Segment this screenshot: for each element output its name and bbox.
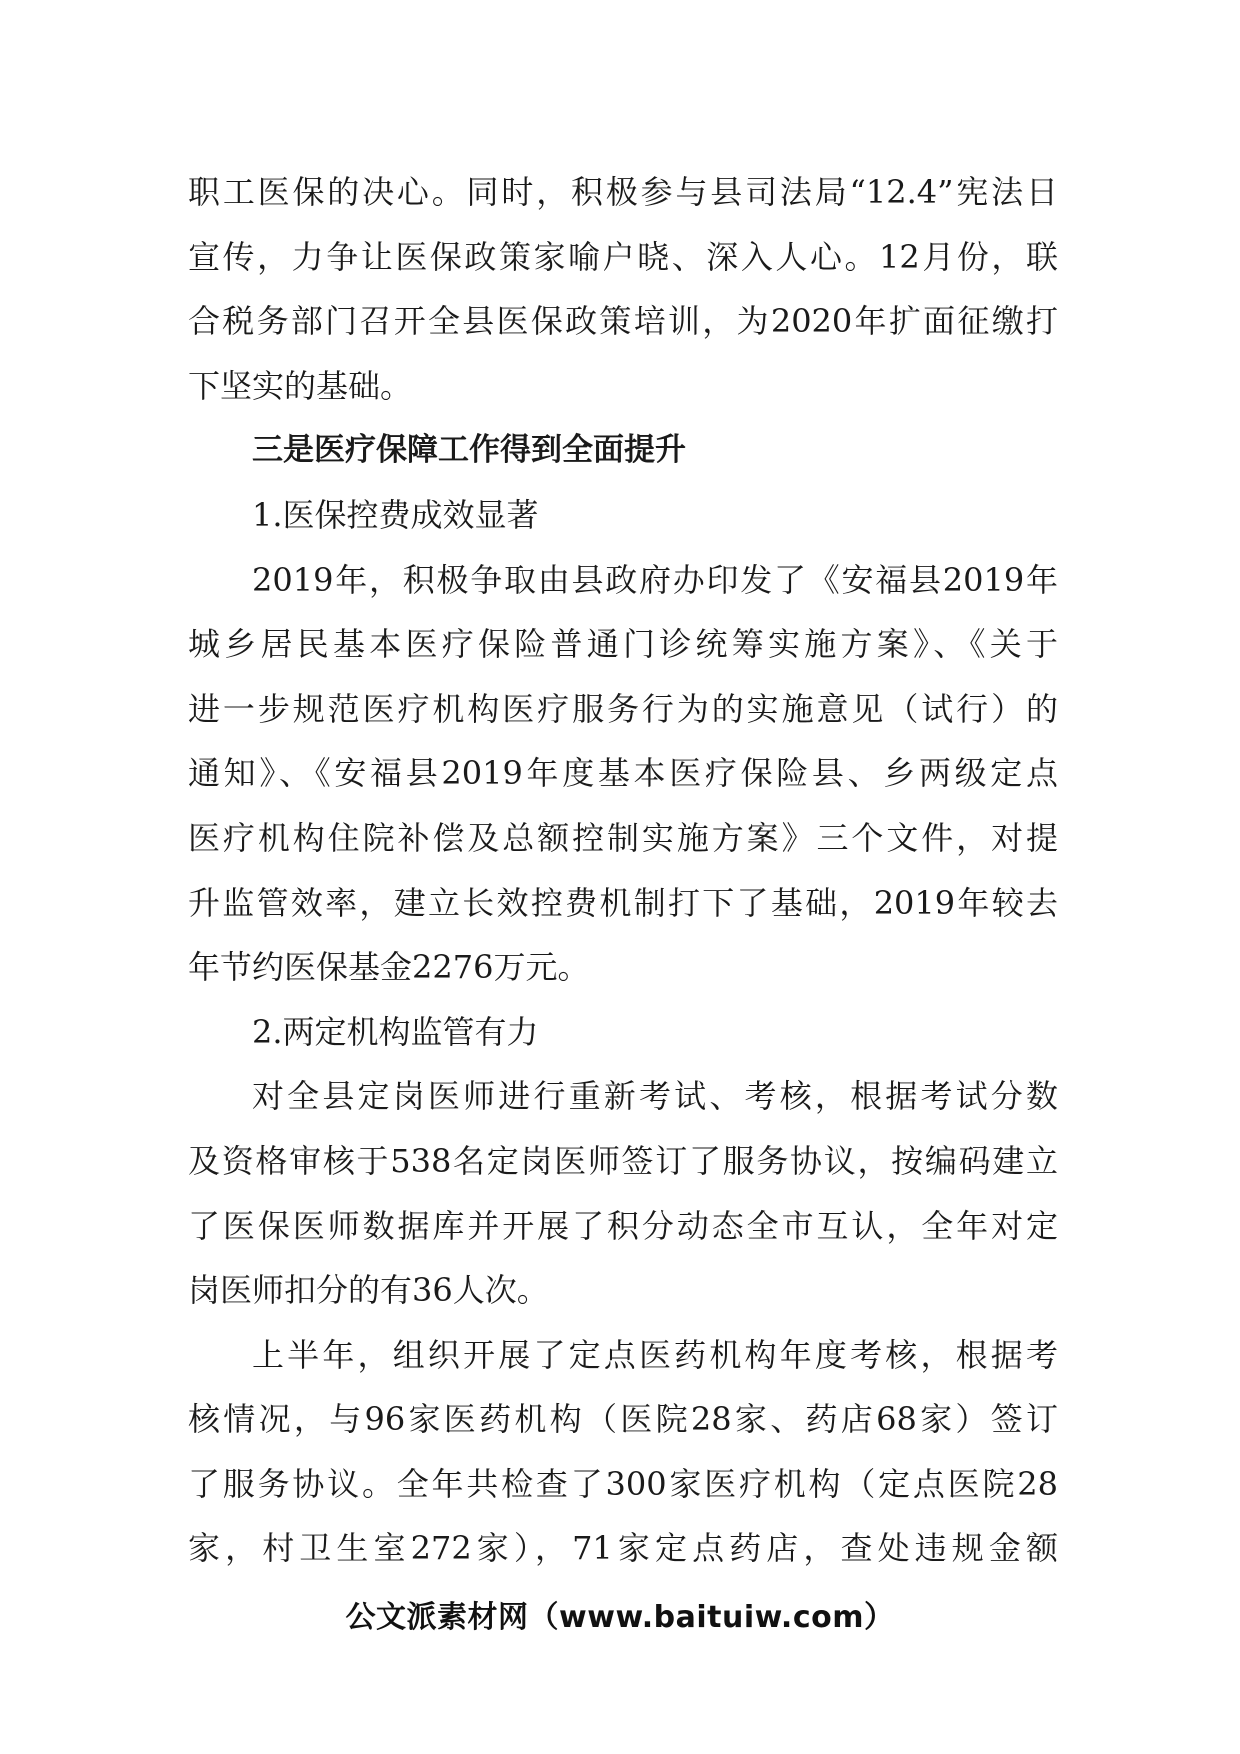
paragraph-line: 下坚实的基础。: [188, 366, 413, 405]
paragraph-line: 医疗机构住院补偿及总额控制实施方案》三个文件，对提: [188, 818, 1058, 857]
subsection-heading-2: 2.两定机构监管有力: [252, 1012, 539, 1051]
paragraph-line: 宣传，力争让医保政策家喻户晓、深入人心。12月份，联: [188, 237, 1058, 276]
paragraph-line: 合税务部门召开全县医保政策培训，为2020年扩面征缴打: [188, 302, 1058, 341]
paragraph-line: 上半年，组织开展了定点医药机构年度考核，根据考: [252, 1335, 1058, 1374]
paragraph-1: [188, 160, 1058, 418]
section-heading: 三是医疗保障工作得到全面提升: [252, 432, 686, 469]
footer-watermark: 公文派素材网（www.baituiw.com）: [345, 1600, 895, 1635]
paragraph-line: 进一步规范医疗机构医疗服务行为的实施意见（试行）的: [188, 689, 1058, 728]
paragraph-line: 及资格审核于538名定岗医师签订了服务协议，按编码建立: [188, 1141, 1058, 1180]
paragraph-line: 职工医保的决心。同时，积极参与县司法局“12.4”宪法日: [188, 173, 1058, 211]
paragraph-line: 了服务协议。全年共检查了300家医疗机构（定点医院28: [188, 1464, 1058, 1503]
paragraph-2: [188, 548, 1058, 1000]
paragraph-line: 通知》、《安福县2019年度基本医疗保险县、乡两级定点: [188, 754, 1058, 793]
paragraph-line: 升监管效率，建立长效控费机制打下了基础，2019年较去: [188, 883, 1058, 922]
paragraph-line: 了医保医师数据库并开展了积分动态全市互认，全年对定: [188, 1206, 1058, 1245]
paragraph-3: [188, 1064, 1058, 1322]
subsection-heading-1: 1.医保控费成效显著: [252, 495, 539, 534]
paragraph-line: 对全县定岗医师进行重新考试、考核，根据考试分数: [252, 1077, 1058, 1116]
paragraph-line: 2019年，积极争取由县政府办印发了《安福县2019年: [252, 560, 1058, 599]
paragraph-4: [188, 1323, 1058, 1581]
paragraph-line: 城乡居民基本医疗保险普通门诊统筹实施方案》、《关于: [188, 625, 1058, 664]
paragraph-line: 家，村卫生室272家），71家定点药店，查处违规金额: [188, 1529, 1058, 1568]
paragraph-line: 核情况，与96家医药机构（医院28家、药店68家）签订: [188, 1400, 1058, 1439]
paragraph-line: 年节约医保基金2276万元。: [188, 948, 590, 987]
document-body: [188, 160, 1058, 1581]
paragraph-line: 岗医师扣分的有36人次。: [188, 1271, 549, 1310]
